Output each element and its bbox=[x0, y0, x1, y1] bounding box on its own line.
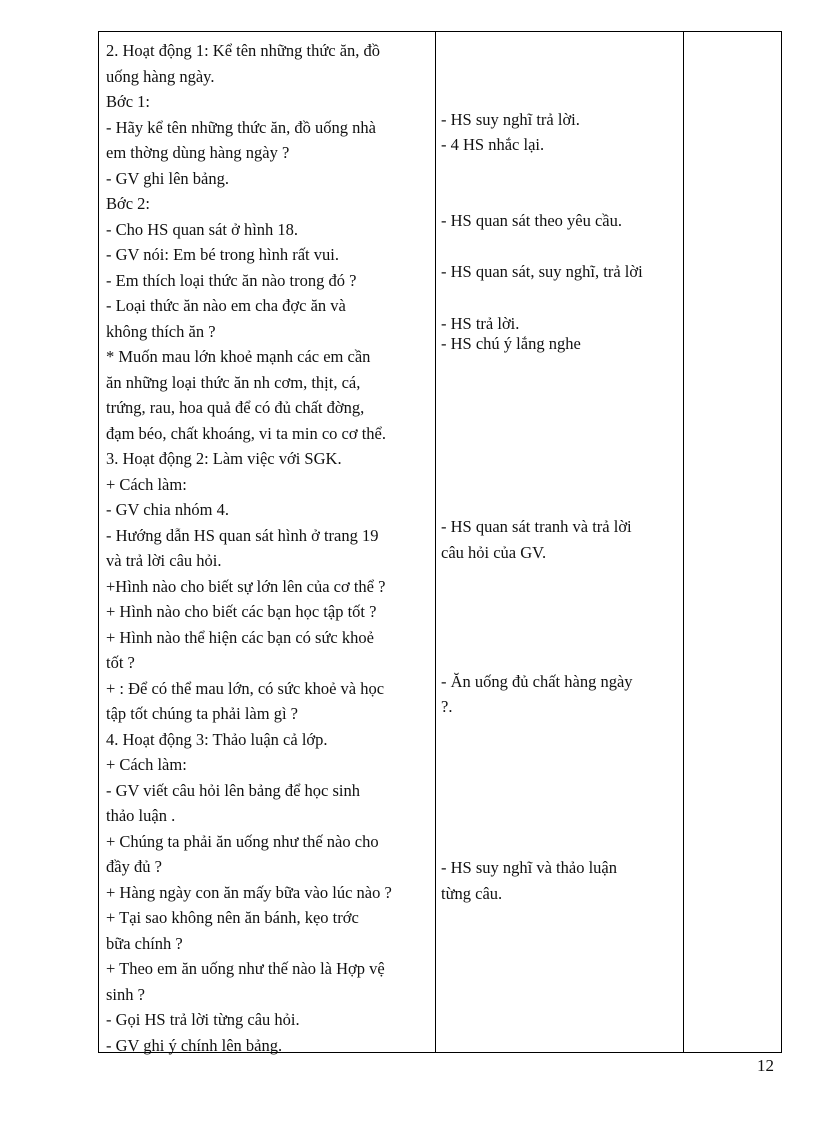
text-line: và trả lời câu hỏi. bbox=[106, 551, 222, 570]
text-line: - Hướng dẫn HS quan sát hình ở trang 19 bbox=[106, 525, 379, 545]
text-line: tập tốt chúng ta phải làm gì ? bbox=[106, 704, 298, 723]
text-line: - HS suy nghĩ trả lời. bbox=[441, 110, 580, 129]
text-line: + Hình nào cho biết các bạn học tập tốt ? bbox=[106, 602, 377, 621]
page-number: 12 bbox=[757, 1056, 774, 1075]
text-line: - Loại thức ăn nào em cha đợc ăn và bbox=[106, 296, 346, 315]
text-line: tốt ? bbox=[106, 653, 135, 672]
text-line: Bớc 1: bbox=[106, 92, 151, 111]
text-line: - Cho HS quan sát ở hình 18. bbox=[106, 219, 299, 239]
text-line: - Hãy kể tên những thức ăn, đồ uống nhà bbox=[106, 117, 376, 137]
text-line: trứng, rau, hoa quả để có đủ chất đờng, bbox=[106, 398, 365, 417]
text-line: câu hỏi của GV. bbox=[441, 543, 547, 562]
text-line: - HS suy nghĩ và thảo luận bbox=[441, 858, 617, 877]
text-line: - Em thích loại thức ăn nào trong đó ? bbox=[106, 270, 357, 290]
text-line: đầy đủ ? bbox=[106, 857, 162, 876]
text-line: - GV ghi ý chính lên bảng. bbox=[106, 1035, 283, 1055]
text-line: - HS quan sát tranh và trả lời bbox=[441, 517, 632, 536]
text-line: 2. Hoạt động 1: Kể tên những thức ăn, đồ bbox=[106, 41, 381, 60]
teacher-activities-column bbox=[106, 38, 432, 1058]
text-line: + Theo em ăn uống như thế nào là Hợp vệ bbox=[106, 959, 385, 978]
text-line: + Chúng ta phải ăn uống như thế nào cho bbox=[106, 831, 379, 851]
text-line: từng câu. bbox=[441, 884, 503, 903]
text-line: + Cách làm: bbox=[106, 755, 187, 774]
text-line: thảo luận . bbox=[106, 806, 176, 825]
text-line: +Hình nào cho biết sự lớn lên của cơ thể ? bbox=[106, 576, 386, 596]
text-line: - HS quan sát, suy nghĩ, trả lời bbox=[441, 262, 643, 281]
text-line: em thờng dùng hàng ngày ? bbox=[106, 143, 290, 162]
text-line: - GV viết câu hỏi lên bảng để học sinh bbox=[106, 780, 361, 800]
text-line: ?. bbox=[441, 697, 453, 716]
text-line: - Ăn uống đủ chất hàng ngày bbox=[441, 672, 633, 691]
text-line: - 4 HS nhắc lại. bbox=[441, 135, 545, 154]
text-line: Bớc 2: bbox=[106, 194, 151, 213]
text-line: ăn những loại thức ăn nh cơm, thịt, cá, bbox=[106, 372, 361, 392]
text-line: + : Để có thể mau lớn, có sức khoẻ và học bbox=[106, 678, 385, 698]
text-line: - GV chia nhóm 4. bbox=[106, 500, 229, 519]
text-line: * Muốn mau lớn khoẻ mạnh các em cần bbox=[106, 347, 371, 366]
text-line: - HS chú ý lắng nghe bbox=[441, 334, 581, 353]
text-line: sinh ? bbox=[106, 984, 145, 1004]
column-divider bbox=[683, 32, 684, 1052]
text-line: + Tại sao không nên ăn bánh, kẹo trớc bbox=[106, 908, 359, 927]
text-line: + Hàng ngày con ăn mấy bữa vào lúc nào ? bbox=[106, 882, 392, 902]
text-line: 4. Hoạt động 3: Thảo luận cả lớp. bbox=[106, 729, 328, 749]
text-line: - HS trả lời. bbox=[441, 314, 520, 333]
text-line: + Hình nào thể hiện các bạn có sức khoẻ bbox=[106, 627, 374, 647]
text-line: + Cách làm: bbox=[106, 474, 187, 494]
text-line: 3. Hoạt động 2: Làm việc với SGK. bbox=[106, 449, 342, 468]
text-line: không thích ăn ? bbox=[106, 321, 216, 341]
text-line: - Gọi HS trả lời từng câu hỏi. bbox=[106, 1010, 300, 1029]
text-line: uống hàng ngày. bbox=[106, 66, 215, 86]
text-line: - GV ghi lên bảng. bbox=[106, 168, 229, 188]
text-line: - HS quan sát theo yêu cầu. bbox=[441, 211, 622, 230]
text-line: đạm béo, chất khoáng, vi ta min co cơ thể. bbox=[106, 423, 386, 443]
column-divider bbox=[435, 32, 436, 1052]
text-line: - GV nói: Em bé trong hình rất vui. bbox=[106, 245, 339, 264]
text-line: bữa chính ? bbox=[106, 933, 183, 953]
